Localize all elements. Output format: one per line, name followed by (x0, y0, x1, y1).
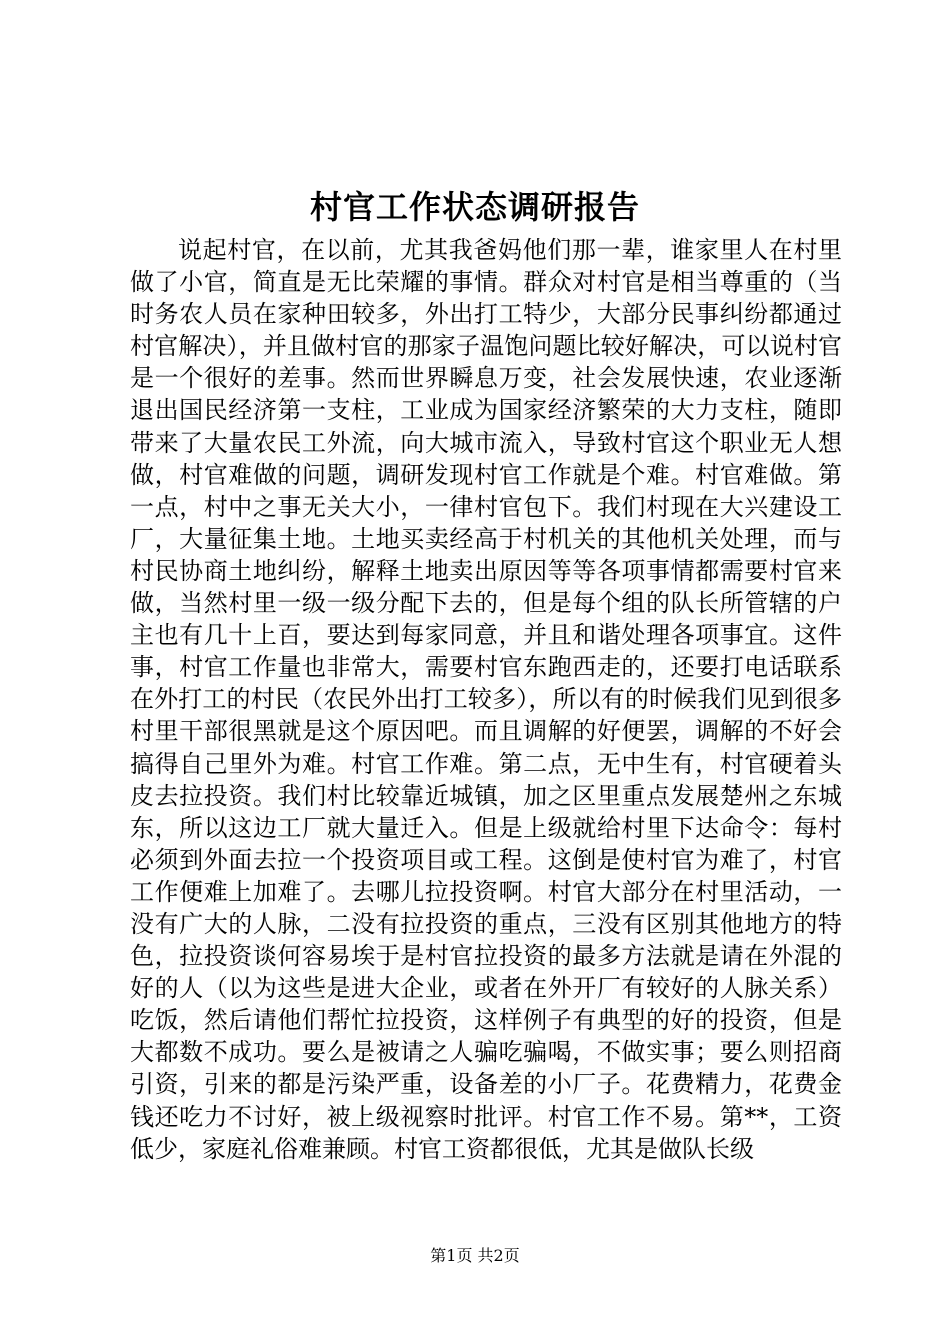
body-paragraph: 说起村官，在以前，尤其我爸妈他们那一辈，谁家里人在村里做了小官，简直是无比荣耀的事情。群众对村官是相当尊重的（当时务农人员在家种田较多，外出打工特少，大部分民事纠纷都通过村官解决），并且做村官的那家子温饱问题比较好解决，可以说村官是一个很好的差事。然而世界瞬息万变，社会发展快速，农业逐渐退出国民经济第一支柱，工业成为国家经济繁荣的大力支柱，随即带来了大量农民工外流，向大城市流入，导致村官这个职业无人想做，村官难做的问题，调研发现村官工作就是个难。村官难做。第一点，村中之事无关大小，一律村官包下。我们村现在大兴建设工厂，大量征集土地。土地买卖经高于村机关的其他机关处理，而与村民协商土地纠纷，解释土地卖出原因等等各项事情都需要村官来做，当然村里一级一级分配下去的，但是每个组的队长所管辖的户主也有几十上百，要达到每家同意，并且和谐处理各项事宜。这件事，村官工作量也非常大，需要村官东跑西走的，还要打电话联系在外打工的村民（农民外出打工较多），所以有的时候我们见到很多村里干部很黑就是这个原因吧。而且调解的好便罢，调解的不好会搞得自己里外为难。村官工作难。第二点，无中生有，村官硬着头皮去拉投资。我们村比较靠近城镇，加之区里重点发展楚州之东城东，所以这边工厂就大量迁入。但是上级就给村里下达命令：每村必须到外面去拉一个投资项目或工程。这倒是使村官为难了，村官工作便难上加难了。去哪儿拉投资啊。村官大部分在村里活动，一没有广大的人脉，二没有拉投资的重点，三没有区别其他地方的特色，拉投资谈何容易埃于是村官拉投资的最多方法就是请在外混的好的人（以为这些是进大企业，或者在外开厂有较好的人脉关系）吃饭，然后请他们帮忙拉投资，这样例子有典型的好的投资，但是大都数不成功。要么是被请之人骗吃骗喝，不做实事；要么则招商引资，引来的都是污染严重，设备差的小厂子。花费精力，花费金钱还吃力不讨好，被上级视察时批评。村官工作不易。第**，工资低少，家庭礼俗难兼顾。村官工资都很低，尤其是做队长级 (130, 236, 842, 1163)
page-footer: 第1页 共2页 (430, 1246, 520, 1265)
document-title: 村官工作状态调研报告 (309, 188, 640, 226)
